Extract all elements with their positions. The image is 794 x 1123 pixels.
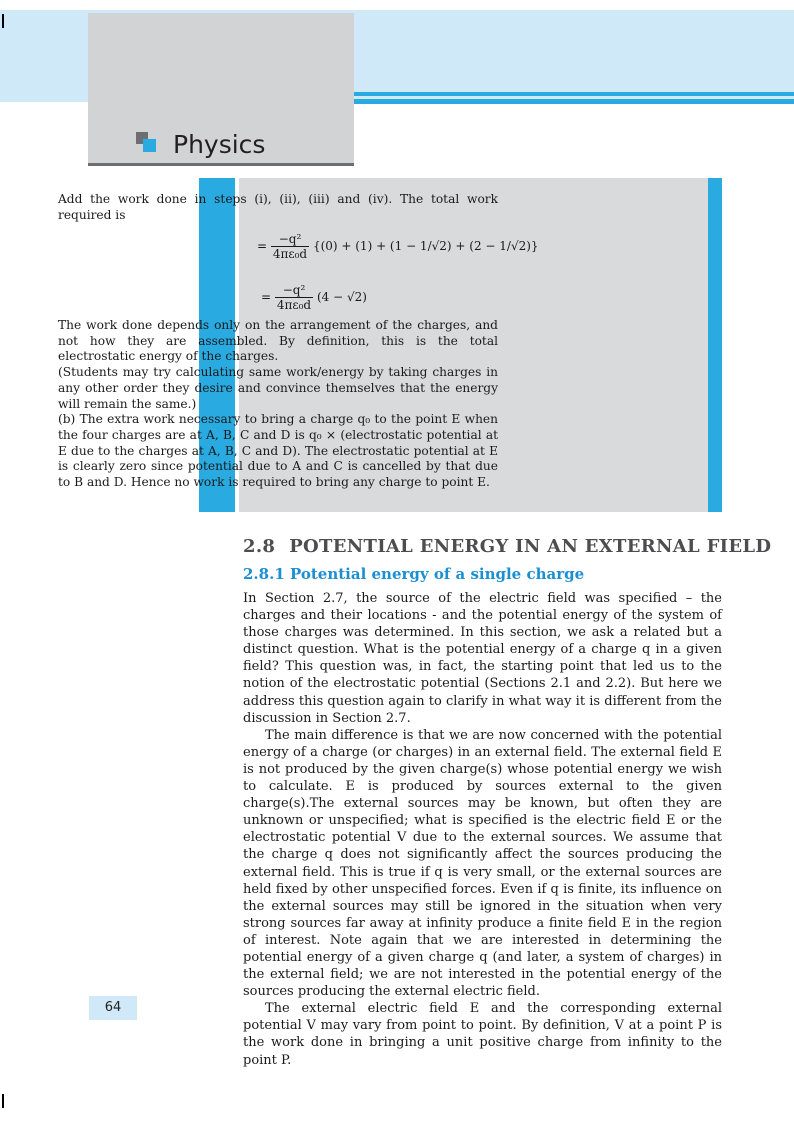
eq1-body: {(0) + (1) + (1 − 1/√2) + (2 − 1/√2)} <box>312 239 539 253</box>
section-number: 2.8 <box>243 536 276 557</box>
subsection-heading: 2.8.1 Potential energy of a single charge <box>243 565 585 583</box>
example-text <box>58 318 498 491</box>
squares-logo-icon <box>136 132 158 154</box>
equation-total-work-simplified: = $\frac{\text{−q²}}{\text{4πε₀d}}$ (4 − √2) <box>261 283 367 312</box>
eq1-denominator: 4πε₀d <box>272 247 308 261</box>
example-intro: Add the work done in steps (i), (ii), (iii) and (iv). The total work required is <box>58 192 498 222</box>
body-paragraph: The external electric field E and the corresponding external potential V may vary from point to point. By definition, V at a point P is the work done in bringing a unit positive charge from infinity to the point P. <box>243 1001 722 1068</box>
subject-underline <box>88 163 354 166</box>
eq2-denominator: 4πε₀d <box>276 298 312 312</box>
header-rule <box>354 99 794 104</box>
example-note: (Students may try calculating same work/energy by taking charges in any other order they desire and convince themselves that the energy will remain the same.) <box>58 365 498 411</box>
page-number: 64 <box>89 996 137 1020</box>
eq2-numerator: −q² <box>275 283 313 298</box>
example-strip-right <box>708 178 722 512</box>
example-conclusion: The work done depends only on the arrangement of the charges, and not how they are assembled. By definition, this is the total electrostatic energy of the charges. <box>58 318 498 364</box>
crop-mark <box>2 14 4 28</box>
example-part-b: (b) The extra work necessary to bring a charge q₀ to the point E when the four charges are at A, B, C and D is q₀ × (electrostatic potential at E due to the charges at A, B, C and D). The electrostatic potential at E is clearly zero since potential due to A and C is cancelled by that due to B and D. Hence no work is required to bring any charge to point E. <box>58 412 498 490</box>
subject-title: Physics <box>173 130 266 159</box>
section-title: POTENTIAL ENERGY IN AN EXTERNAL FIELD <box>289 536 772 557</box>
section-heading <box>243 536 771 557</box>
eq1-numerator: −q² <box>271 232 309 247</box>
crop-mark <box>2 1094 4 1108</box>
equation-total-work: = $\frac{\text{−q²}}{\text{4πε₀d}}$ {(0) + (1) + (1 − 1/√2) + (2 − 1/√2)} <box>257 232 539 261</box>
body-paragraph: The main difference is that we are now concerned with the potential energy of a charge (or charges) in an external field. The external field E is not produced by the given charge(s) whose potential energy we wish to calculate. E is produced by sources external to the given charge(s).The external sources may be known, but often they are unknown or unspecified; what is specified is the electric field E or the electrostatic potential V due to the external sources. We assume that the charge q does not significantly affect the sources producing the external field. This is true if q is very small, or the external sources are held fixed by other unspecified forces. Even if q is finite, its influence on the external sources may still be ignored in the situation when very strong sources far away at infinity produce a finite field E in the region of interest. Note again that we are interested in determining the potential energy of a given charge q (and later, a system of charges) in the external field; we are not interested in the potential energy of the sources producing the external electric field. <box>243 727 722 1000</box>
header-rule <box>354 92 794 96</box>
section-body <box>243 590 722 1069</box>
eq2-body: (4 − √2) <box>316 290 367 304</box>
body-paragraph: In Section 2.7, the source of the electric field was specified – the charges and their locations - and the potential energy of the system of those charges was determined. In this section, we ask a related but a distinct question. What is the potential energy of a charge q in a given field? This question was, in fact, the starting point that led us to the notion of the electrostatic potential (Sections 2.1 and 2.2). But here we address this question again to clarify in what way it is different from the discussion in Section 2.7. <box>243 591 722 726</box>
example-label: EXAMPLE 2.4 <box>5 389 20 500</box>
